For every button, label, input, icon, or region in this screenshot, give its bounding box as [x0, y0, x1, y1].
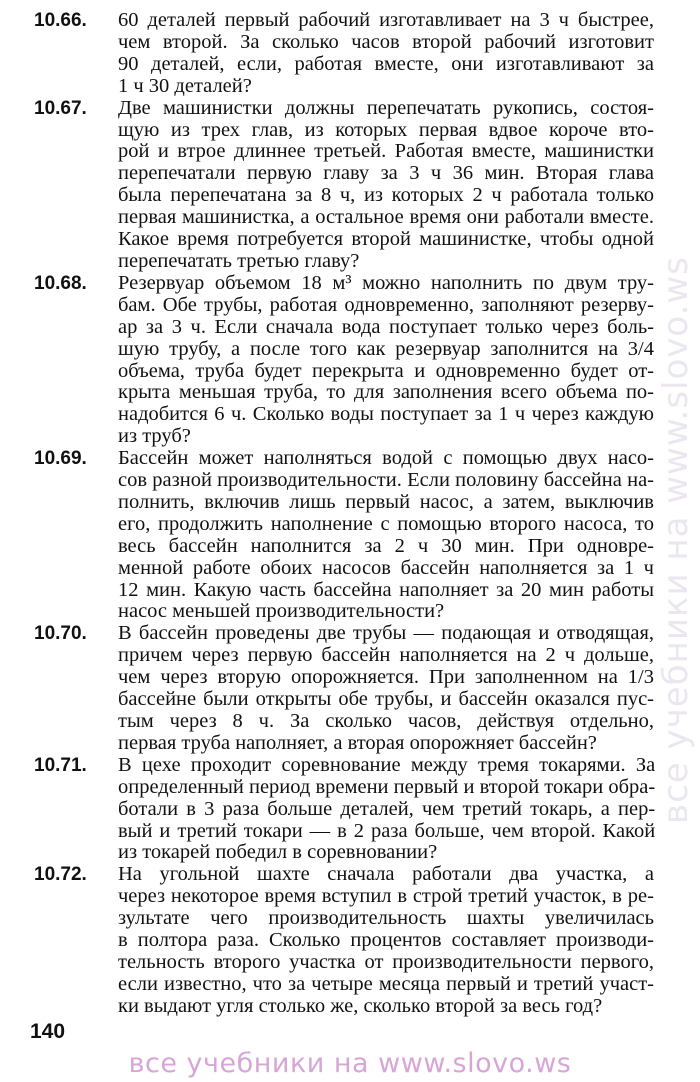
problem-item	[34, 448, 654, 623]
problem-text	[118, 10, 654, 98]
problem-number: 10.71.	[34, 754, 87, 776]
problem-text-line: объема, труба будет перекрыта и одновременно будет от-	[118, 359, 654, 382]
problem-text-line: рой и втрое длиннее третьей. Работая вместе, машинистки	[118, 140, 654, 163]
problem-text-line: была перепечатана за 8 ч, из которых 2 ч работала только	[118, 184, 654, 207]
problem-text-line: Две машинистки должны перепечатать рукопись, состоя-	[118, 96, 654, 119]
problem-number: 10.69.	[34, 448, 87, 470]
problem-text-line: в полтора раза. Сколько процентов составляет производи-	[118, 929, 654, 952]
problem-text-line: В бассейн проведены две трубы — подающая и отводящая,	[118, 622, 654, 645]
problem-item	[34, 864, 654, 1017]
problem-text-line: если известно, что за четыре месяца первый и третий участ-	[118, 972, 654, 995]
page-number: 140	[30, 1020, 66, 1043]
problem-list	[34, 10, 654, 1018]
problem-text-line: Бассейн может наполняться водой с помощью двух насо-	[118, 447, 654, 470]
problem-text-line: его, продолжить наполнение с помощью второго насоса, то	[118, 512, 654, 535]
problem-text	[118, 755, 655, 865]
problem-text-line: 90 деталей, если, работая вместе, они изготавливают за	[118, 52, 654, 75]
problem-item	[34, 10, 654, 98]
problem-number: 10.66.	[34, 10, 87, 31]
problem-text-line: из токарей победил в соревновании?	[118, 841, 438, 864]
problem-text-line: Какое время потребуется второй машинистке, чтобы одной	[118, 228, 654, 251]
problem-text-line: перепечатать третью главу?	[118, 249, 360, 272]
problem-text	[118, 273, 654, 448]
problem-text-line: первая машинистка, а остальное время они работали вместе.	[118, 206, 654, 229]
problem-text-line: чем через вторую опорожняется. При заполненном на 1/3	[118, 666, 654, 689]
problem-text-line: 60 деталей первый рабочий изготавливает на 3 ч быстрее,	[118, 9, 654, 31]
problem-text-line: 1 ч 30 деталей?	[118, 74, 252, 97]
problem-text-line: Резервуар объемом 18 м³ можно наполнить по двум тру-	[118, 271, 654, 294]
problem-item	[34, 623, 654, 754]
problem-text-line: через некоторое время вступил в строй третий участок, в ре-	[118, 885, 654, 908]
problem-text-line: весь бассейн наполнится за 2 ч 30 мин. При одновре-	[118, 534, 654, 557]
side-watermark: все учебники на www.slovo.ws	[656, 256, 696, 824]
problem-text-line: ки выдают угля столько же, сколько второй за весь год?	[118, 994, 603, 1017]
problem-text-line: ар за 3 ч. Если сначала вода поступает только через боль-	[118, 315, 654, 338]
problem-text-line: полнить, включив лишь первый насос, а затем, выключив	[118, 490, 654, 513]
problem-text-line: сов разной производительности. Если половину бассейна на-	[118, 469, 654, 492]
problem-text-line: В цехе проходит соревнование между тремя токарями. За	[118, 753, 656, 776]
problem-text-line: насос меньшей производительности?	[118, 600, 445, 623]
problem-text-line: крыта меньшая труба, то для заполнения всего объема по-	[118, 381, 654, 404]
problem-number: 10.68.	[34, 272, 87, 294]
problem-text-line: тым через 8 ч. За сколько часов, действуя отдельно,	[118, 710, 654, 732]
problem-item	[34, 273, 654, 448]
problem-text	[118, 448, 654, 623]
problem-text-line: шую трубу, а после того как резервуар заполнится на 3/4	[118, 337, 654, 360]
problem-text-line: определенный период времени первый и второй токари обра-	[118, 775, 656, 798]
problem-number: 10.67.	[34, 97, 87, 119]
problem-text-line: первая труба наполняет, а вторая опорожняет бассейн?	[118, 731, 597, 754]
problem-text-line: тельность второго участка от производительности первого,	[118, 950, 654, 973]
problem-number: 10.70.	[34, 623, 87, 645]
problem-text-line: ботали в 3 раза больше деталей, чем третий токарь, а пер-	[118, 797, 656, 820]
problem-text-line: На угольной шахте сначала работали два участка, а	[118, 863, 654, 886]
problem-text-line: из труб?	[118, 425, 191, 448]
problem-text-line: вый и третий токари — в 2 раза больше, чем второй. Какой	[118, 819, 656, 842]
problem-text-line: 12 мин. Какую часть бассейна наполняет за 20 мин работы	[118, 578, 654, 601]
problem-text	[118, 623, 654, 754]
problem-text	[118, 864, 654, 1017]
problem-item	[34, 98, 654, 273]
problem-item	[34, 755, 654, 865]
problem-number: 10.72.	[34, 864, 87, 886]
problem-text-line: зультате чего производительность шахты увеличилась	[118, 907, 654, 930]
problem-text-line: менной работе обоих насосов бассейн наполняется за 1 ч	[118, 556, 654, 579]
problem-text-line: чем второй. За сколько часов второй рабочий изготовит	[118, 30, 654, 53]
problem-text-line: надобится 6 ч. Сколько воды поступает за 1 ч через каждую	[118, 403, 654, 426]
problem-text-line: бам. Обе трубы, работая одновременно, заполняют резерву-	[118, 293, 654, 316]
bottom-watermark: все учебники на www.slovo.ws	[128, 1048, 572, 1079]
problem-text	[118, 98, 654, 273]
problem-text-line: щую из трех глав, из которых первая вдвое короче вто-	[118, 118, 654, 141]
problem-text-line: перепечатали первую главу за 3 ч 36 мин. Вторая глава	[118, 162, 654, 185]
problem-text-line: бассейне были открыты обе трубы, и бассейн оказался пус-	[118, 688, 654, 711]
problem-text-line: причем через первую бассейн наполняется на 2 ч дольше,	[118, 644, 654, 667]
